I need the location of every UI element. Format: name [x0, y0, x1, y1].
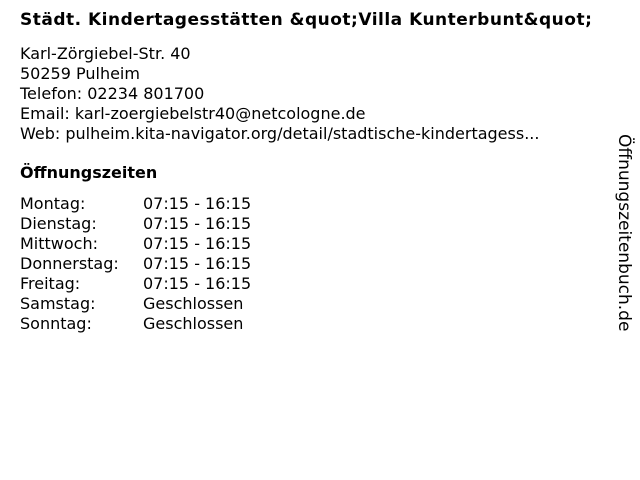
hours-day: Sonntag: — [20, 314, 92, 333]
opening-hours-table — [20, 194, 620, 334]
hours-row — [20, 274, 620, 294]
hours-time: 07:15 - 16:15 — [143, 214, 252, 233]
website-link: Web: pulheim.kita-navigator.org/detail/stadtische-kindertagess... — [20, 124, 540, 143]
hours-time: 07:15 - 16:15 — [143, 234, 252, 253]
hours-time: 07:15 - 16:15 — [143, 274, 252, 293]
hours-day: Mittwoch: — [20, 234, 98, 253]
hours-day: Dienstag: — [20, 214, 97, 233]
hours-day: Freitag: — [20, 274, 81, 293]
hours-row — [20, 254, 620, 274]
hours-row — [20, 294, 620, 314]
hours-day: Montag: — [20, 194, 86, 213]
hours-day: Donnerstag: — [20, 254, 119, 273]
business-title: Städt. Kindertagesstätten &quot;Villa Kunterbunt&quot; — [20, 10, 593, 30]
hours-time: Geschlossen — [143, 294, 244, 313]
hours-time: 07:15 - 16:15 — [143, 194, 252, 213]
site-watermark: Öffnungszeitenbuch.de — [614, 134, 634, 332]
hours-time: 07:15 - 16:15 — [143, 254, 252, 273]
street-address: Karl-Zörgiebel-Str. 40 — [20, 44, 191, 63]
hours-heading: Öffnungszeiten — [20, 163, 158, 182]
hours-row — [20, 314, 620, 334]
hours-time: Geschlossen — [143, 314, 244, 333]
email-address: Email: karl-zoergiebelstr40@netcologne.de — [20, 104, 366, 123]
hours-day: Samstag: — [20, 294, 96, 313]
phone-number: Telefon: 02234 801700 — [20, 84, 205, 103]
business-card — [20, 10, 620, 334]
address-block — [20, 44, 620, 144]
hours-row — [20, 194, 620, 214]
hours-row — [20, 234, 620, 254]
hours-row — [20, 214, 620, 234]
city-postal: 50259 Pulheim — [20, 64, 140, 83]
